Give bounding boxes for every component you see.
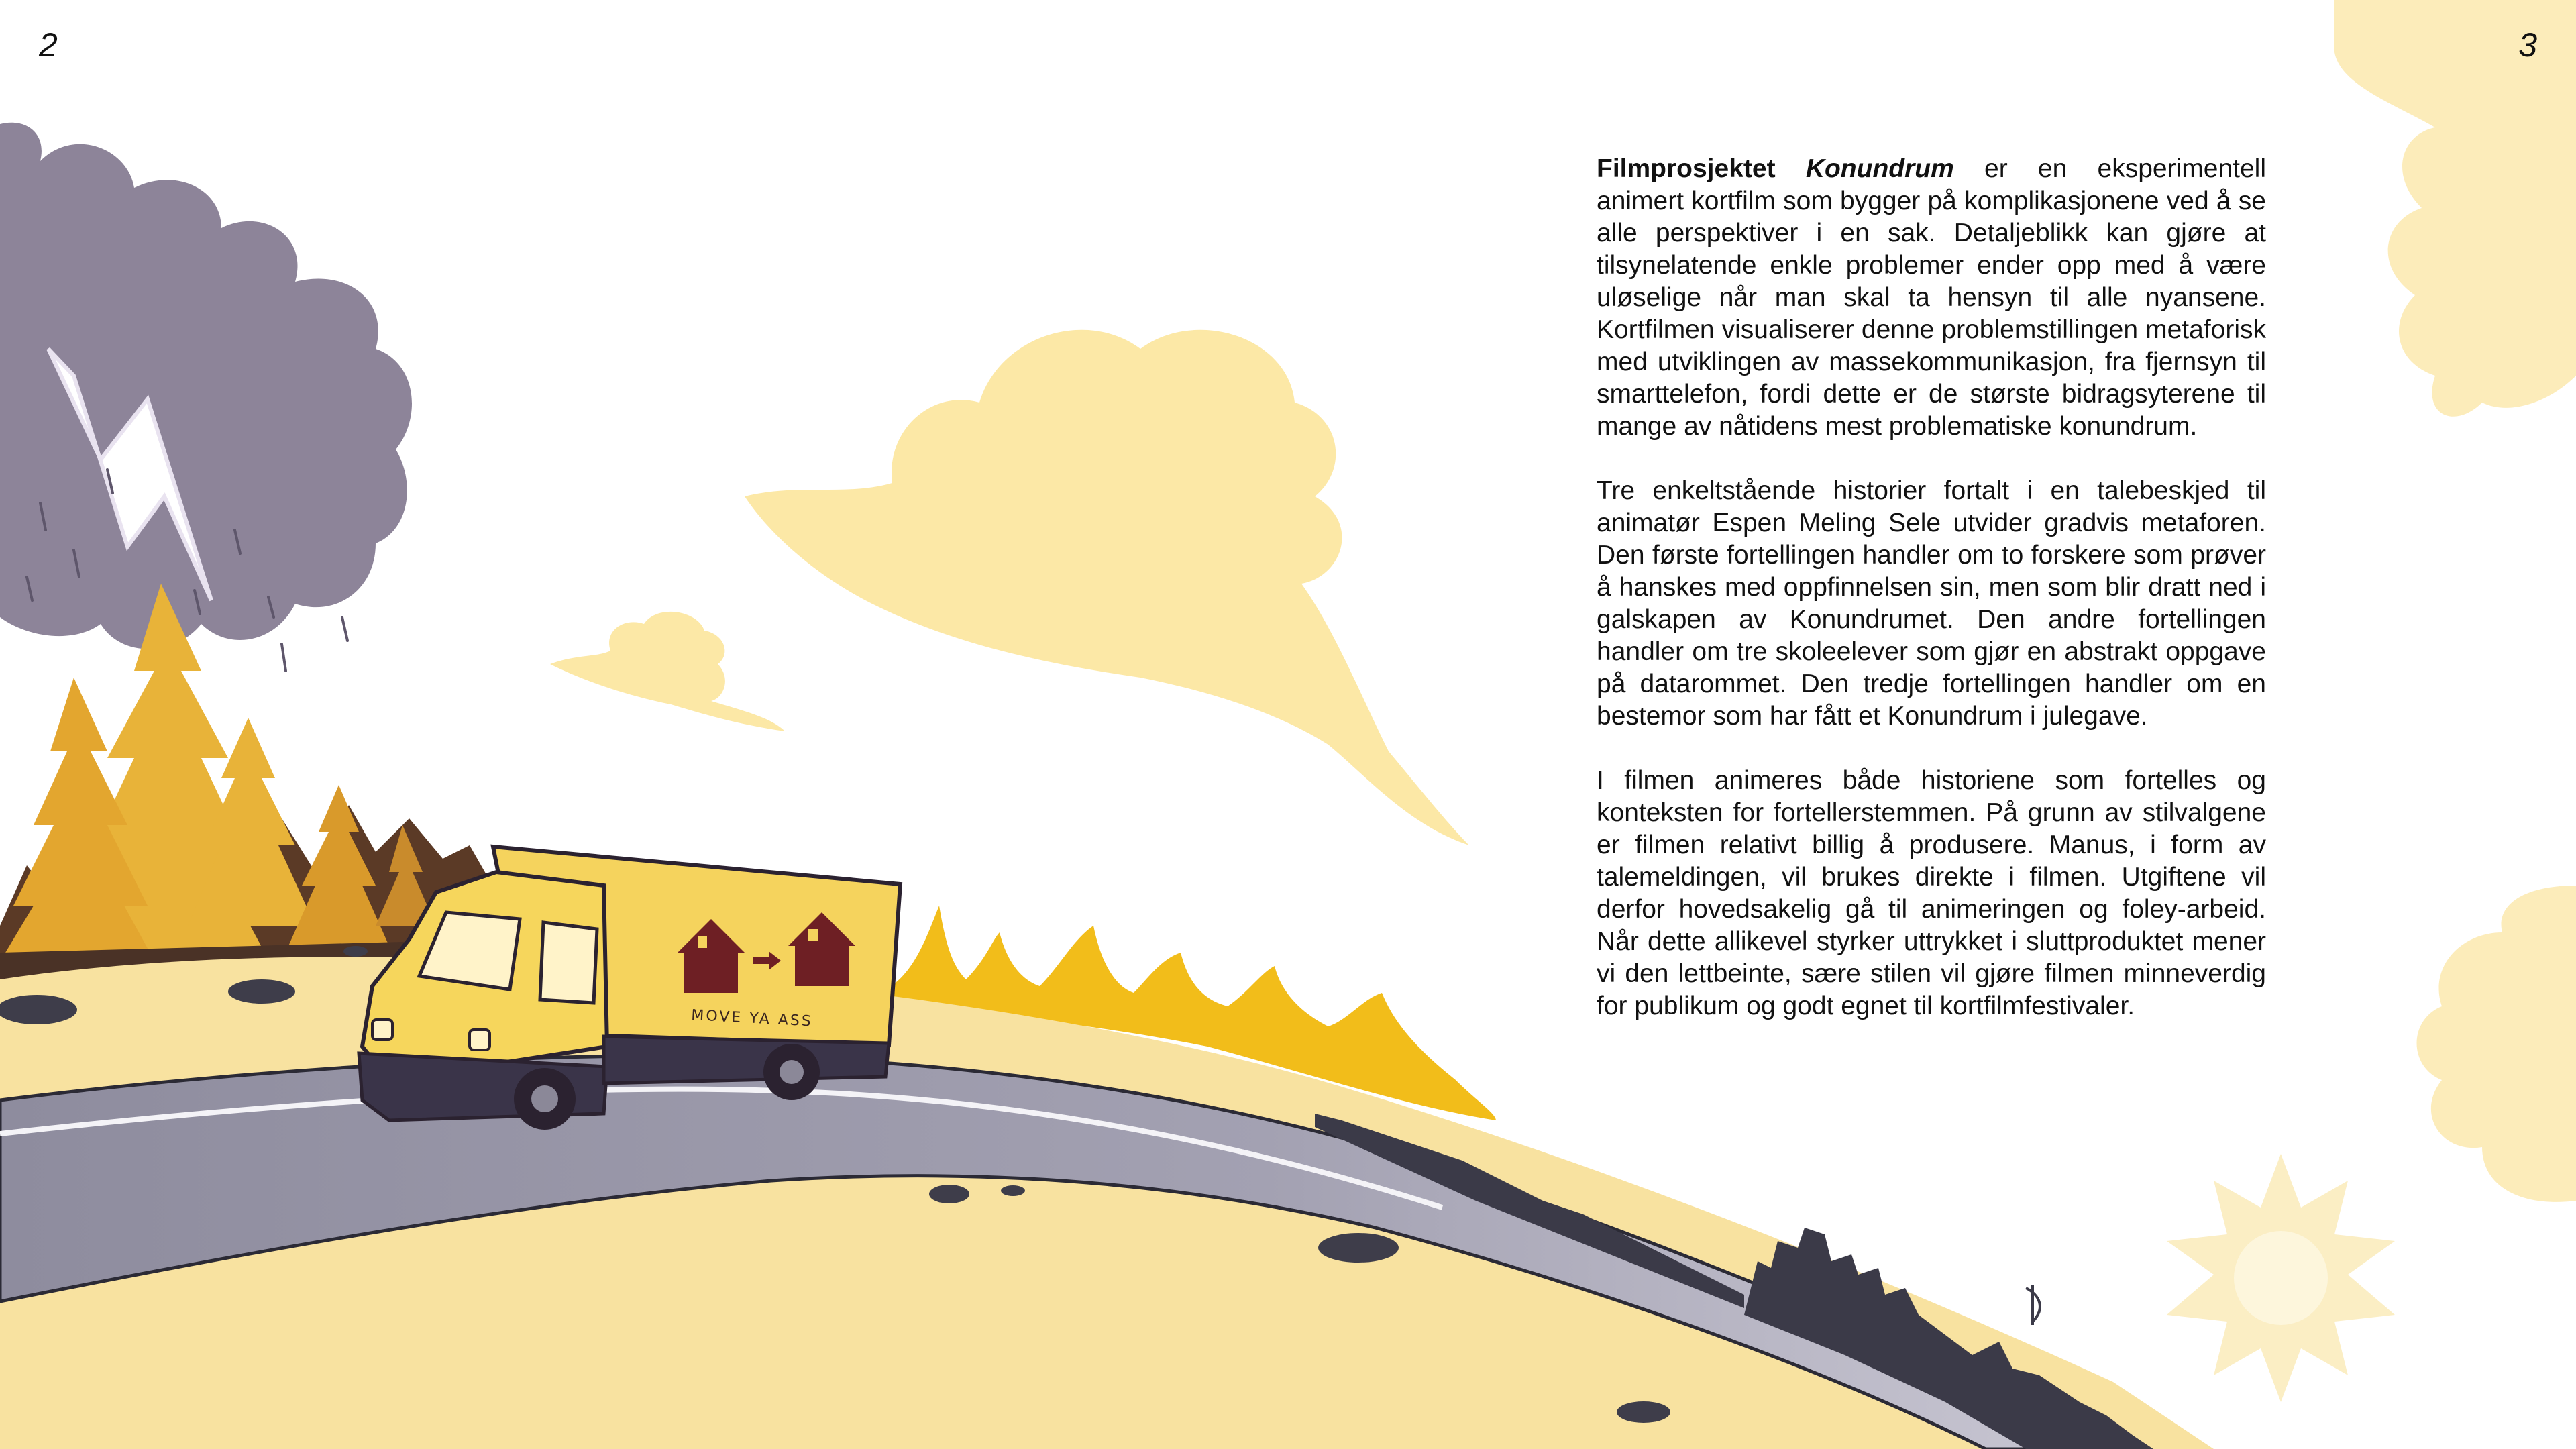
sun-icon xyxy=(2167,1154,2395,1402)
page-number-left: 2 xyxy=(39,26,58,64)
body-text xyxy=(1597,153,2266,1055)
page-number-right: 3 xyxy=(2518,26,2537,64)
paragraph-3: I filmen animeres både historiene som fortelles og konteksten for fortellerstemmen. På grunn av stilvalgene er filmen relativt billig å produsere. Manus, i form av talemeldingen, vil brukes direkte i filmen. Utgiftene vil derfor hovedsakelig gå til animeringen og foley-arbeid. Når dette allikevel styrker uttrykket i sluttproduktet mener vi den lettbeinte, sære stilen vil gjøre filmen minneverdig for publikum og godt egnet til kortfilmfestivaler. xyxy=(1597,766,2266,1020)
cloud-icon xyxy=(550,330,1469,845)
paragraph-1 xyxy=(1597,153,2266,443)
truck-label: MOVE YA ASS xyxy=(690,1007,814,1030)
paragraph-1-body: er en eksperimentell animert kortfilm som bygger på komplikasjonene ved å se alle perspektiver i en sak. Detaljeblikk kan gjøre at tilsynelatende enkle problemer ender opp med å være uløselige når man skal ta hensyn til alle nyansene. Kortfilmen visualiserer denne problemstillingen metaforisk med utviklingen av massekommunikasjon, fra fjernsyn til smarttelefon, fordi dette er de største bidragsyterene til mange av nåtidens mest problematiske konundrum. xyxy=(1597,154,2266,441)
paragraph-2: Tre enkeltstående historier fortalt i en talebeskjed til animatør Espen Meling Sele utvider gradvis metaforen. Den første fortellingen handler om to forskere som prøver å hanskes med oppfinnelsen sin, men som blir dratt ned i galskapen av Konundrumet. Den andre fortellingen handler om tre skoleelever som gjør en abstrakt oppgave på datarommet. Den tredje fortellingen handler om en bestemor som har fått et Konundrum i julegave. xyxy=(1597,476,2266,731)
film-title: Konundrum xyxy=(1805,154,1954,183)
lead-word: Filmprosjektet xyxy=(1597,154,1776,183)
storm-cloud xyxy=(0,123,412,671)
cloud-icon xyxy=(2334,0,2576,1202)
